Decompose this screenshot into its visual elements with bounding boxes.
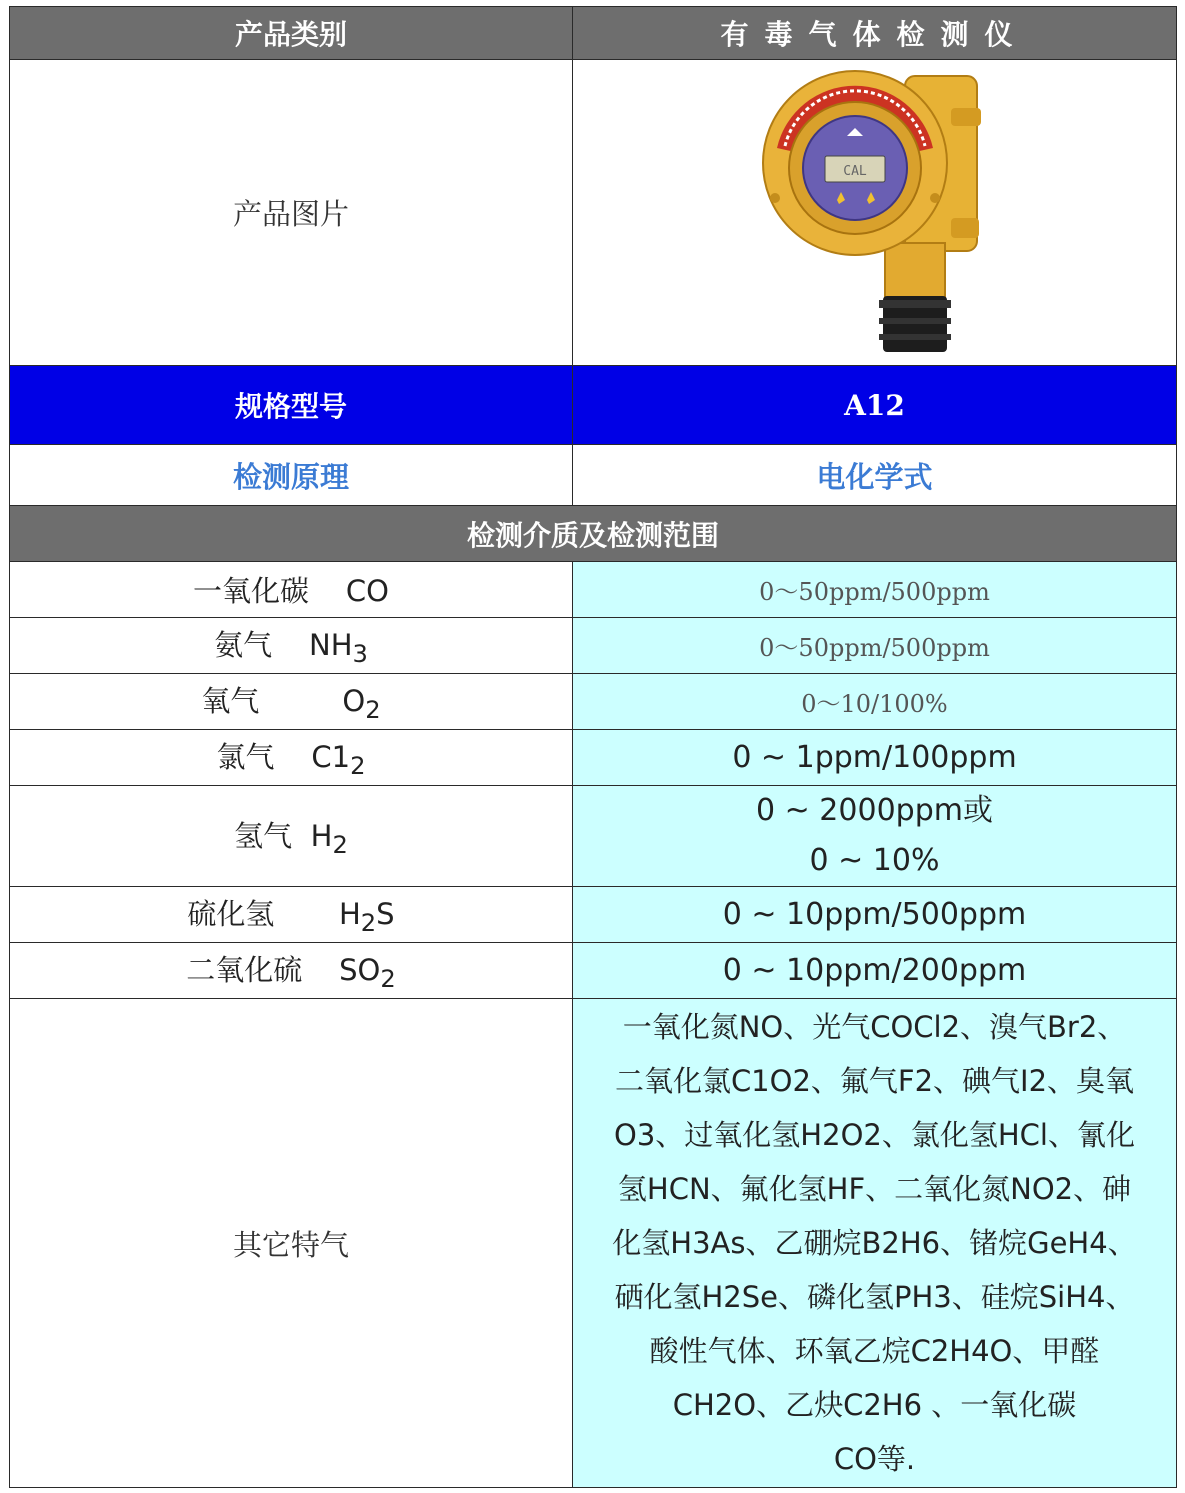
principle-row [10, 445, 1177, 506]
gas-name-cell [10, 674, 573, 730]
other-gases-line: 硒化氢H2Se、磷化氢PH3、硅烷SiH4、 [614, 1280, 1135, 1314]
gas-range: 0 ~ 10ppm/200ppm [573, 943, 1177, 999]
gas-row-cl2 [10, 730, 1177, 786]
spec-table [9, 6, 1177, 1488]
gas-name-cell [10, 730, 573, 786]
principle-label: 检测原理 [10, 445, 573, 506]
gas-formula-sub: 2 [332, 830, 348, 859]
gas-formula: H [310, 818, 333, 853]
gas-name-cell [10, 618, 573, 674]
header-row [10, 7, 1177, 60]
product-image-cell [573, 60, 1177, 366]
image-row [10, 60, 1177, 366]
gas-formula: H [338, 897, 361, 932]
gas-name: 氢气 [234, 818, 293, 853]
other-gases-line: CO等. [833, 1442, 916, 1476]
other-gases-line: 一氧化氮NO、光气COCl2、溴气Br2、 [622, 1010, 1127, 1044]
model-value: A12 [573, 366, 1177, 445]
gas-formula-sub: 2 [365, 695, 381, 724]
gas-row-so2 [10, 943, 1177, 999]
gas-row-h2s [10, 887, 1177, 943]
gas-formula-sub: 2 [380, 964, 396, 993]
gas-detector-image [755, 68, 995, 358]
gas-name: 氨气 [214, 628, 273, 663]
gas-range: 0～50ppm/500ppm [573, 562, 1177, 618]
gas-name-cell [10, 887, 573, 943]
section-row [10, 506, 1177, 562]
gas-formula-sub: 2 [360, 908, 377, 937]
gas-name: 氯气 [216, 740, 275, 775]
gas-range: 0 ~ 10ppm/500ppm [573, 887, 1177, 943]
gas-formula-sub: 3 [352, 639, 368, 668]
other-gases-line: 酸性气体、环氧乙烷C2H4O、甲醛 [649, 1334, 1100, 1368]
category-label: 产品类别 [10, 7, 573, 60]
gas-range: 0～10/100% [573, 674, 1177, 730]
category-value: 有毒气体检测仪 [573, 7, 1177, 60]
other-gases-list [573, 999, 1177, 1488]
gas-formula: C1 [311, 740, 351, 775]
other-gases-line: 氢HCN、氟化氢HF、二氧化氮NO2、砷 [617, 1172, 1132, 1206]
section-title: 检测介质及检测范围 [10, 506, 1177, 562]
gas-row-nh3 [10, 618, 1177, 674]
gas-name: 氧气 [201, 684, 260, 719]
gas-row-o2 [10, 674, 1177, 730]
gas-range-line2: 0 ~ 10% [809, 843, 940, 878]
gas-formula: O [342, 684, 366, 719]
gas-range-line1: 0 ~ 2000ppm或 [756, 793, 993, 828]
gas-formula: CO [345, 574, 389, 608]
gas-range-cell [573, 786, 1177, 887]
other-gases-label: 其它特气 [10, 999, 573, 1488]
gas-row-co [10, 562, 1177, 618]
gas-name: 二氧化硫 [186, 953, 303, 988]
gas-name-cell [10, 943, 573, 999]
other-gases-line: 化氢H3As、乙硼烷B2H6、锗烷GeH4、 [612, 1226, 1137, 1260]
lcd-text: CAL [842, 163, 867, 179]
other-gases-line: CH2O、乙炔C2H6 、一氧化碳 [672, 1388, 1077, 1422]
other-gases-row [10, 999, 1177, 1488]
gas-formula-sub: 2 [350, 751, 366, 780]
gas-name-cell [10, 562, 573, 618]
other-gases-line: 二氧化氯C1O2、氟气F2、碘气I2、臭氧 [614, 1064, 1135, 1098]
gas-formula: NH [309, 628, 353, 663]
principle-value: 电化学式 [573, 445, 1177, 506]
image-label: 产品图片 [10, 60, 573, 366]
other-gases-line: O3、过氧化氢H2O2、氯化氢HCl、氰化 [614, 1118, 1135, 1152]
model-label: 规格型号 [10, 366, 573, 445]
model-row [10, 366, 1177, 445]
gas-name: 一氧化碳 [193, 574, 310, 608]
gas-formula: SO [339, 953, 381, 988]
gas-formula-tail: S [376, 897, 395, 932]
gas-row-h2 [10, 786, 1177, 887]
gas-range: 0 ~ 1ppm/100ppm [573, 730, 1177, 786]
gas-name: 硫化氢 [187, 897, 275, 932]
gas-name-cell [10, 786, 573, 887]
gas-range: 0～50ppm/500ppm [573, 618, 1177, 674]
